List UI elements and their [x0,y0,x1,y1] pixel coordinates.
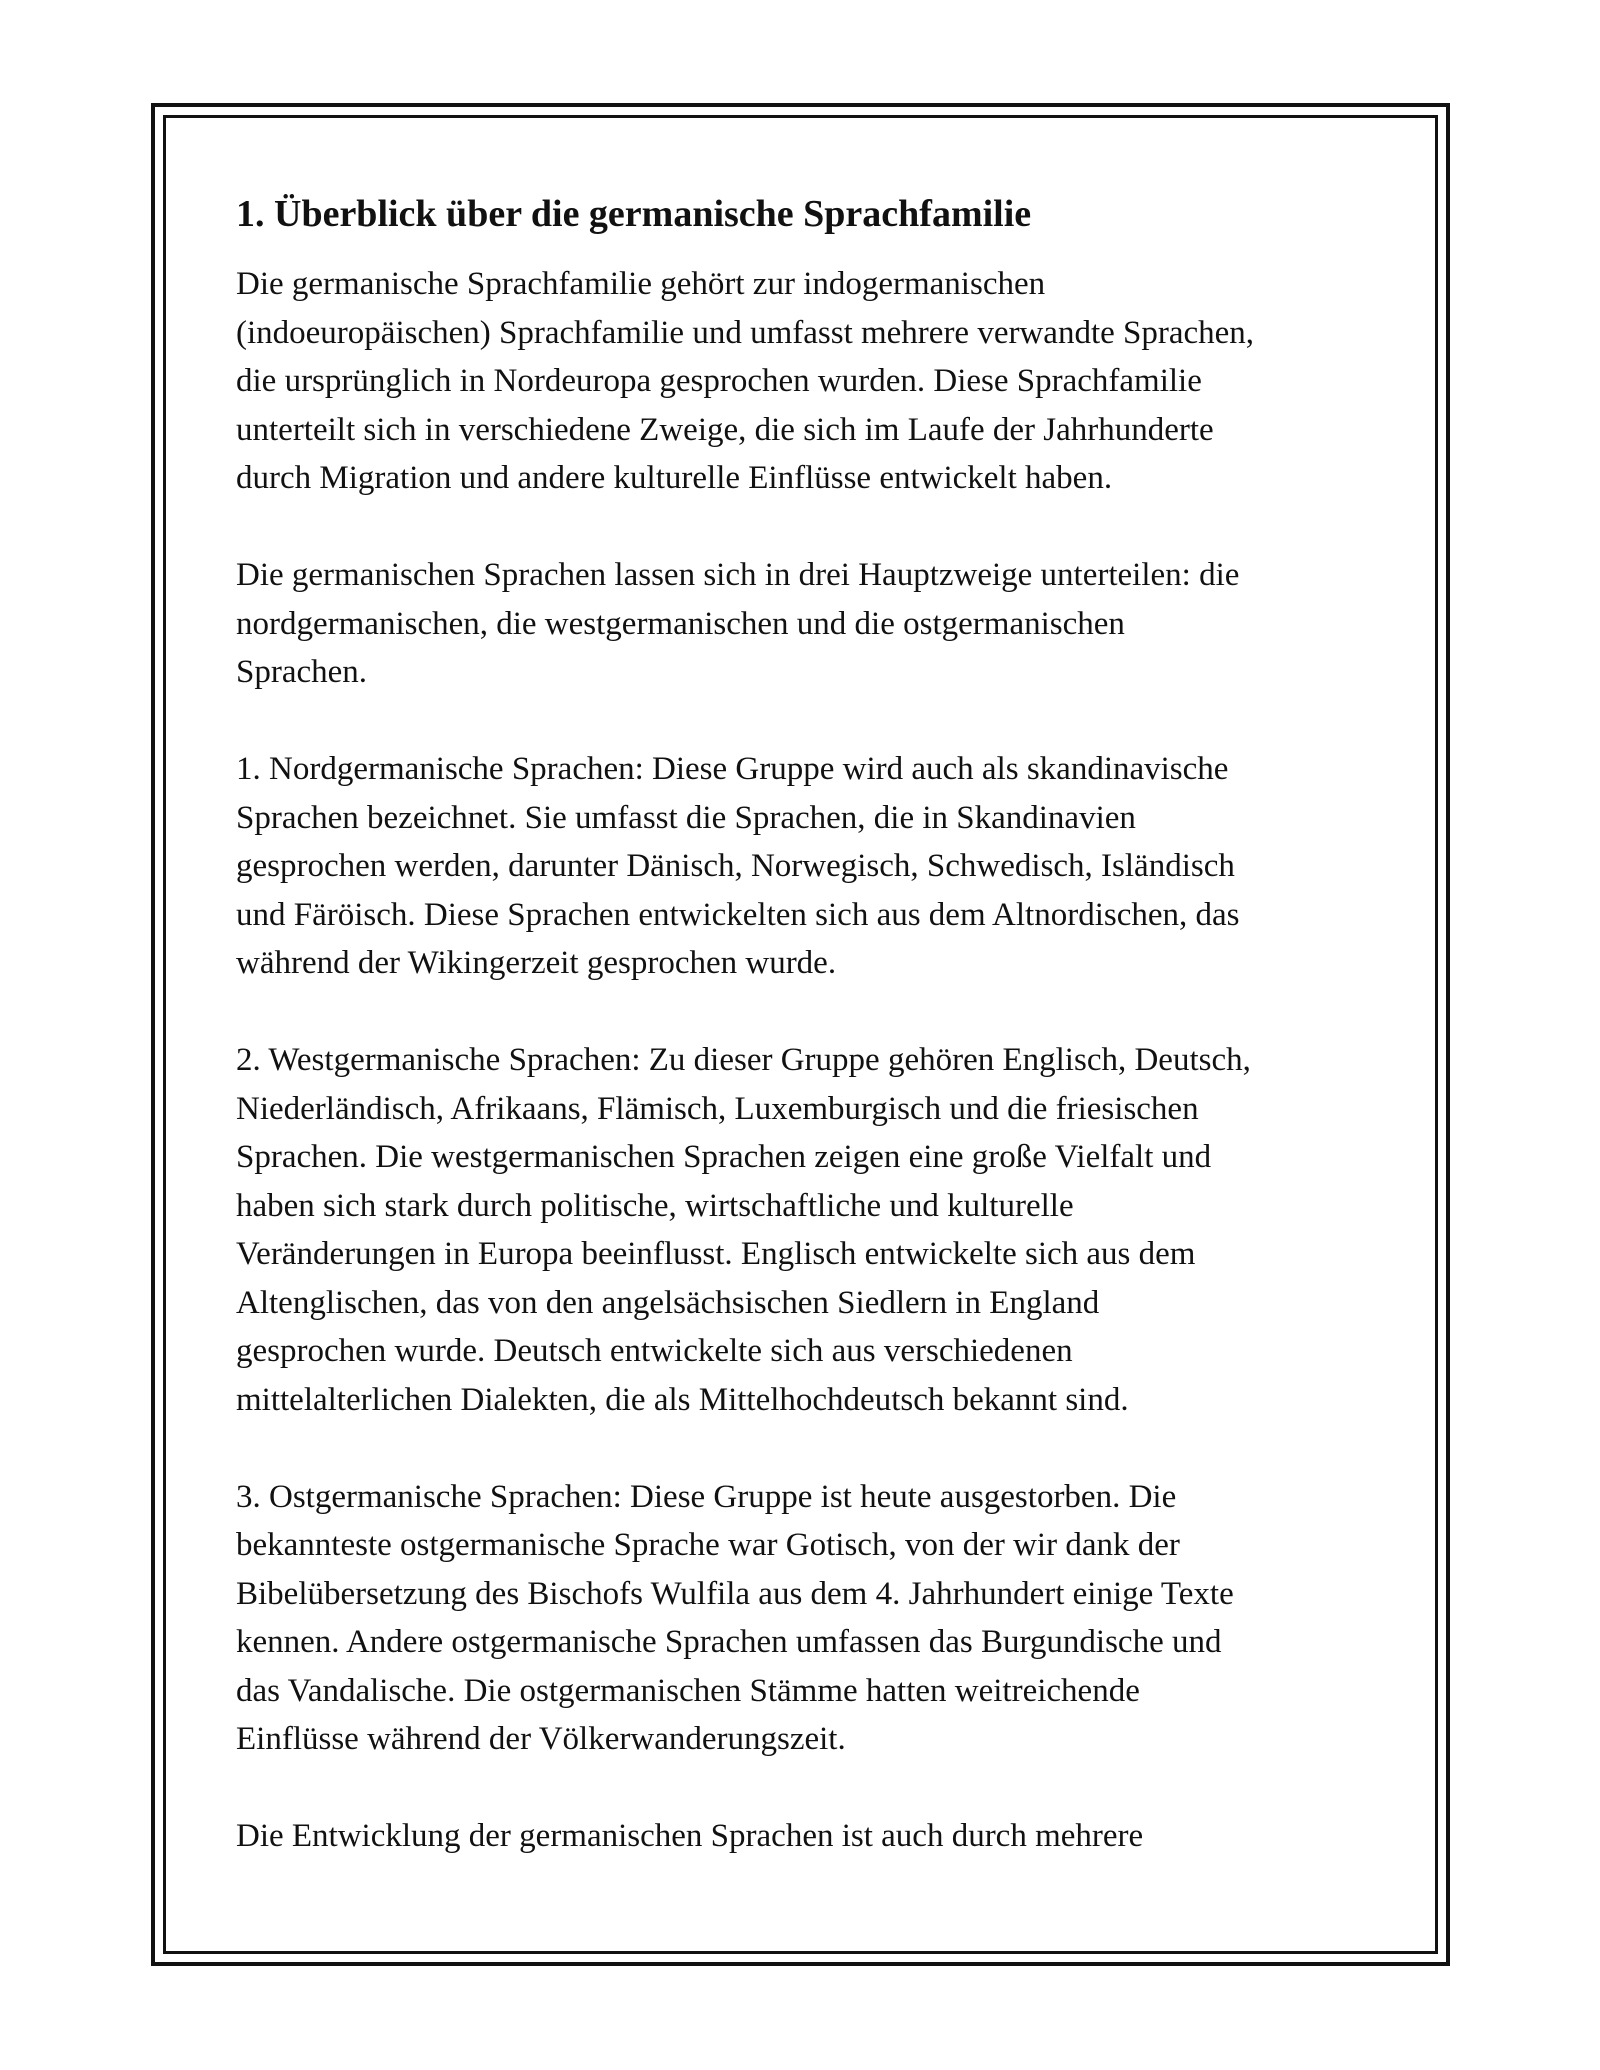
text-line: haben sich stark durch politische, wirtschaftliche und kulturelle [236,1187,1074,1224]
paragraph-east-germanic [236,1473,1376,1764]
text-line: Sprachen. Die westgermanischen Sprachen zeigen eine große Vielfalt und [236,1139,1212,1175]
section-title: 1. Überblick über die germanische Sprachfamilie [236,193,1032,235]
text-line: gesprochen werden, darunter Dänisch, Norwegisch, Schwedisch, Isländisch [236,848,1235,884]
paragraph-development [236,1812,1376,1861]
text-line: bekannteste ostgermanische Sprache war Gotisch, von der wir dank der [236,1527,1180,1563]
text-line: Veränderungen in Europa beeinflusst. Englisch entwickelte sich aus dem [236,1236,1196,1272]
text-line: Die Entwicklung der germanischen Sprachen ist auch durch mehrere [236,1818,1144,1854]
text-line: Sprachen bezeichnet. Sie umfasst die Sprachen, die in Skandinavien [236,799,1136,836]
text-line: Einflüsse während der Völkerwanderungszeit. [236,1721,846,1757]
paragraph-intro [236,260,1376,503]
text-line: mittelalterlichen Dialekten, die als Mittelhochdeutsch bekannt sind. [236,1381,1129,1418]
paragraph-north-germanic [236,745,1376,988]
text-line: Sprachen. [236,654,368,690]
text-line: während der Wikingerzeit gesprochen wurde. [236,945,837,981]
text-line: Niederländisch, Afrikaans, Flämisch, Luxemburgisch und die friesischen [236,1090,1199,1127]
paragraph-west-germanic [236,1036,1376,1424]
text-line: Bibelübersetzung des Bischofs Wulfila aus dem 4. Jahrhundert einige Texte [236,1575,1234,1612]
text-line: kennen. Andere ostgermanische Sprachen umfassen das Burgundische und [236,1624,1222,1660]
text-line: durch Migration und andere kulturelle Einflüsse entwickelt haben. [236,460,1113,496]
text-line: das Vandalische. Die ostgermanischen Stämme hatten weitreichende [236,1672,1140,1709]
text-line: und Färöisch. Diese Sprachen entwickelten sich aus dem Altnordischen, das [236,896,1240,933]
text-line: 3. Ostgermanische Sprachen: Diese Gruppe ist heute ausgestorben. Die [236,1478,1177,1515]
text-line: (indoeuropäischen) Sprachfamilie und umfasst mehrere verwandte Sprachen, [236,314,1255,351]
text-line: Die germanischen Sprachen lassen sich in drei Hauptzweige unterteilen: die [236,557,1240,593]
text-line: die ursprünglich in Nordeuropa gesprochen wurden. Diese Sprachfamilie [236,363,1202,399]
text-line: Altenglischen, das von den angelsächsischen Siedlern in England [236,1284,1100,1321]
text-line: 1. Nordgermanische Sprachen: Diese Gruppe wird auch als skandinavische [236,751,1229,787]
text-line: 2. Westgermanische Sprachen: Zu dieser Gruppe gehören Englisch, Deutsch, [236,1042,1251,1078]
text-line: Die germanische Sprachfamilie gehört zur indogermanischen [236,266,1046,302]
text-line: gesprochen wurde. Deutsch entwickelte sich aus verschiedenen [236,1333,1073,1369]
document-body [236,190,1376,1909]
text-line: unterteilt sich in verschiedene Zweige, die sich im Laufe der Jahrhunderte [236,411,1214,448]
paragraph-branches [236,551,1376,697]
text-line: nordgermanischen, die westgermanischen und die ostgermanischen [236,605,1125,642]
